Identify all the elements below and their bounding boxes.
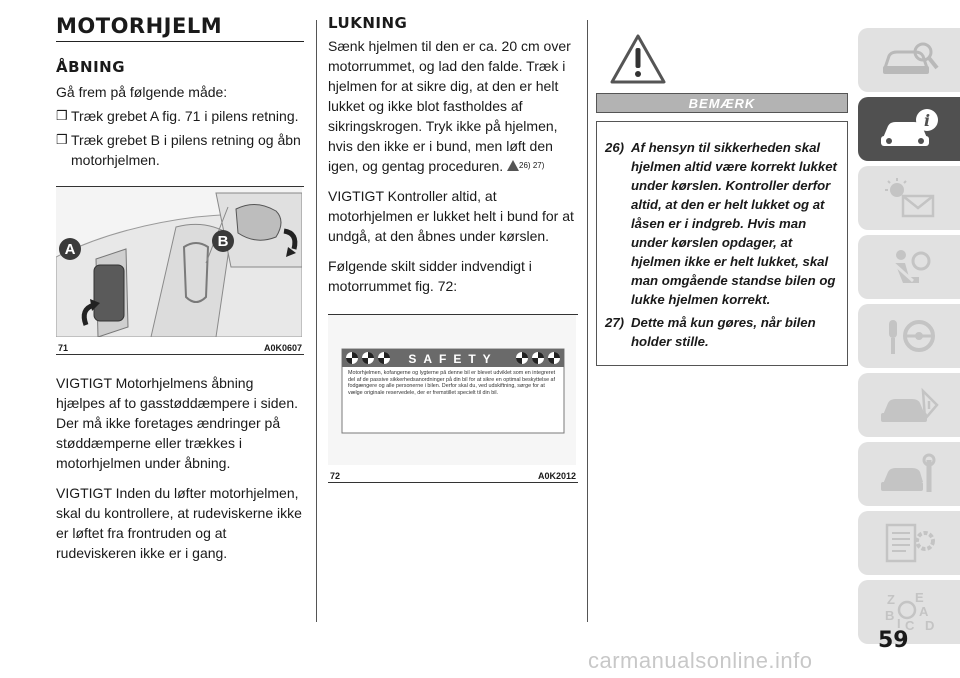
figure-code: A0K2012 <box>537 471 576 481</box>
watermark: carmanualsonline.info <box>588 648 813 673</box>
figure-caption <box>56 342 304 354</box>
tab-technical-data[interactable] <box>858 511 960 575</box>
safety-label-illustration <box>328 315 576 465</box>
bullet-text: Træk grebet B i pilens retning og åbn motorhjelmen. <box>71 132 301 168</box>
note-text: Dette må kun gøres, når bilen holder stille. <box>631 315 816 349</box>
svg-text:D: D <box>925 618 935 633</box>
intro-text: Gå frem på følgende måde: <box>56 84 228 100</box>
warning-triangle-icon <box>610 34 666 84</box>
warning-triangle-icon <box>507 160 519 171</box>
page-number: 59 <box>878 628 909 653</box>
svg-text:C: C <box>905 618 915 633</box>
notice-header: BEMÆRK <box>596 93 848 113</box>
column-closing <box>328 14 578 483</box>
car-wrench-icon <box>879 452 939 496</box>
car-crash-icon <box>879 383 939 427</box>
chapter-tabs <box>858 28 960 649</box>
note-number: 27) <box>605 315 625 330</box>
sign-intro: Følgende skilt sidder indvendigt i motorrummet fig. 72: <box>328 258 532 294</box>
tab-safety[interactable] <box>858 235 960 299</box>
note-number: 26) <box>605 140 625 155</box>
subsection-title-closing: LUKNING <box>328 14 408 32</box>
important-note-3: VIGTIGT Kontroller altid, at motorhjelmen er lukket helt i bund for at undgå, at den åbnes under kørslen. <box>328 188 574 244</box>
figure-caption <box>328 470 578 482</box>
column-divider <box>587 20 588 622</box>
svg-text:A: A <box>919 604 929 619</box>
subsection-title-opening: ÅBNING <box>56 58 126 76</box>
bullet-item <box>56 106 304 126</box>
car-search-icon <box>879 38 939 82</box>
closing-paragraph: Sænk hjelmen til den er ca. 20 cm over motorrummet, og lad den falde. Træk i hjelmen for at sikre dig, at den er helt lukket og ikke blot fastholdes af sikringskrogen. Tryk ikke på hjelmen, hvis den ikke er i bund, men løft den igen, og gentag proceduren. <box>328 38 571 174</box>
tab-car-info[interactable] <box>858 97 960 161</box>
bullet-text: Træk grebet A fig. 71 i pilens retning. <box>71 108 299 124</box>
svg-text:I: I <box>897 616 901 631</box>
notice-item <box>605 138 841 309</box>
warning-light-envelope-icon <box>879 176 939 220</box>
note-text: Af hensyn til sikkerheden skal hjelmen altid være korrekt lukket under kørslen. Kontroller derfor altid, at den er helt lukket og at låsen er i indgreb. Hvis man under kørslen opdager, at hjelmen ikke er helt lukket, skal man omgående standse bilen og lukke hjelmen korrekt. <box>631 140 837 307</box>
svg-text:B: B <box>885 608 895 623</box>
figure-71 <box>56 186 304 355</box>
important-note-1: VIGTIGT Motorhjelmens åbning hjælpes af to gasstøddæmpere i siden. Der må ikke foretages ændringer på støddæmperne eller trækkes i motorhjelmen under åbning. <box>56 375 299 471</box>
checkbox-bullet-icon: ❒ <box>56 132 68 147</box>
closing-text <box>328 36 578 176</box>
spec-sheet-gear-icon <box>879 521 939 565</box>
sign-title: SAFETY <box>408 352 498 366</box>
figure-number: 72 <box>330 471 341 481</box>
car-info-icon <box>877 106 941 152</box>
notice-item <box>605 313 841 351</box>
tab-starting-driving[interactable] <box>858 304 960 368</box>
tab-maintenance[interactable] <box>858 442 960 506</box>
checkbox-bullet-icon: ❒ <box>56 108 68 123</box>
column-notice <box>596 34 848 366</box>
column-opening <box>56 14 304 563</box>
figure-72 <box>328 314 578 483</box>
airbag-seat-icon <box>879 245 939 289</box>
hood-release-illustration <box>56 187 302 337</box>
figure-number: 71 <box>58 343 69 353</box>
notice-box <box>596 121 848 366</box>
label-b: B <box>217 233 229 250</box>
svg-text:i: i <box>923 111 931 130</box>
label-a: A <box>64 241 76 258</box>
note-refs: 26) 27) <box>519 161 545 170</box>
tab-emergency[interactable] <box>858 373 960 437</box>
svg-text:Z: Z <box>887 592 895 607</box>
tab-car-search[interactable] <box>858 28 960 92</box>
bullet-item <box>56 130 304 170</box>
column-divider <box>316 20 317 622</box>
tab-warning-lights[interactable] <box>858 166 960 230</box>
svg-text:E: E <box>915 590 924 605</box>
section-title: MOTORHJELM <box>56 14 304 42</box>
figure-code: A0K0607 <box>263 343 302 353</box>
sign-text: Motorhjelmen, kofangerne og lygterne på denne bil er blevet udviklet som en integreret del af de passive sikkerhedsanordninger på din bil for at sikre en optimal beskyttelse af fodgængere og alle personerne i bilen. Derfor skal du, ved udskiftning, sørge for at vælge originale reservedele, der er fremstillet specielt til din bil. <box>348 370 556 396</box>
key-steering-wheel-icon <box>879 314 939 358</box>
tab-index[interactable] <box>858 580 960 644</box>
important-note-2: VIGTIGT Inden du løfter motorhjelmen, skal du kontrollere, at rudeviskerne ikke er løftet fra frontruden og at rudeviskeren ikke er i gang. <box>56 485 302 561</box>
